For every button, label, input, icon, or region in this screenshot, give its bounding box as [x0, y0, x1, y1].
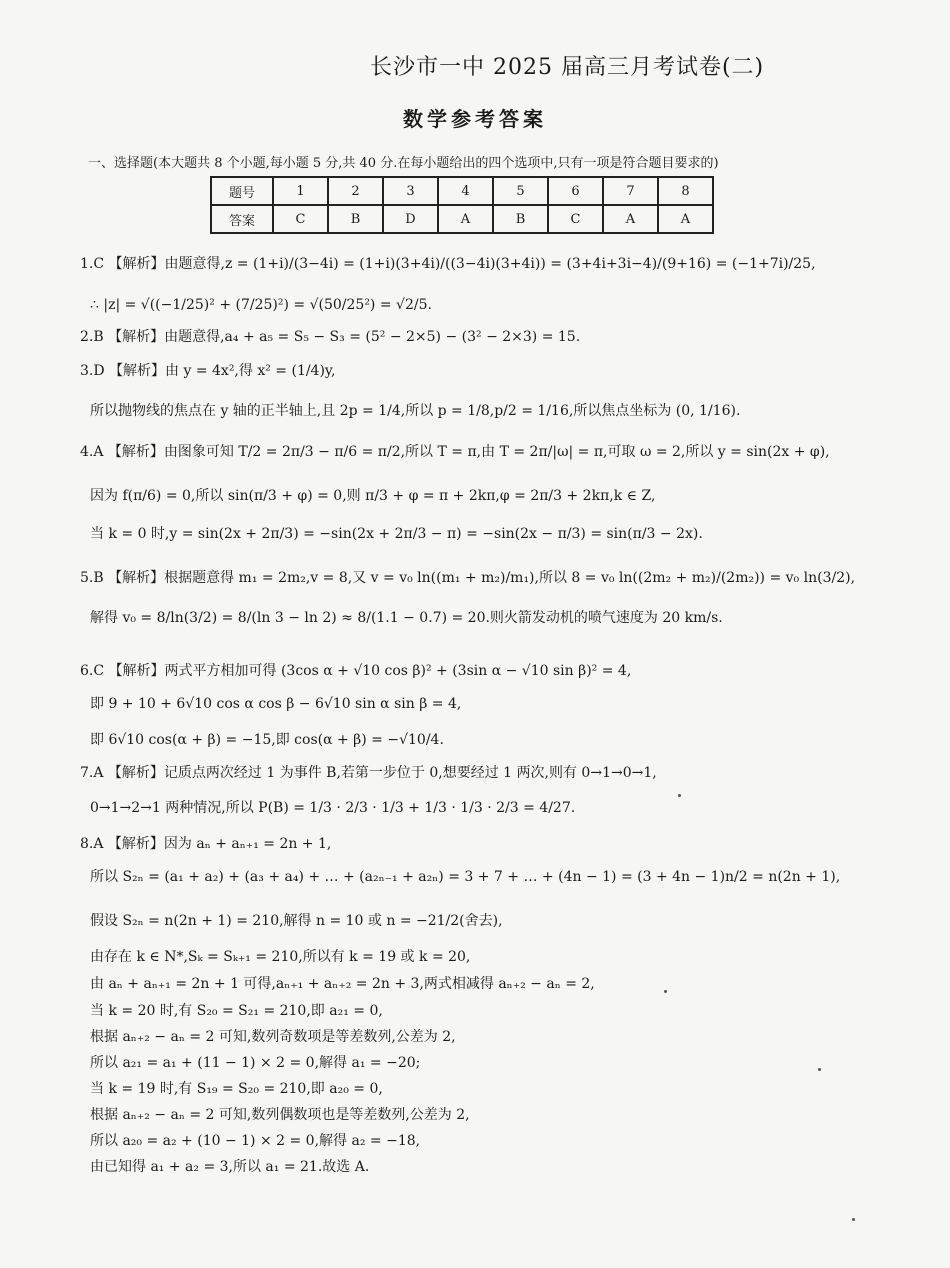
question-number: 2: [328, 177, 383, 205]
solution-line: 由存在 k ∈ N*,Sₖ = Sₖ₊₁ = 210,所以有 k = 19 或 k = 20,: [90, 949, 471, 965]
solution-line: 当 k = 19 时,有 S₁₉ = S₂₀ = 210,即 a₂₀ = 0,: [90, 1081, 383, 1097]
solution-line: 所以 a₂₀ = a₂ + (10 − 1) × 2 = 0,解得 a₂ = −18,: [90, 1133, 421, 1149]
table-row-numbers: [211, 177, 713, 205]
question-number: 3: [383, 177, 438, 205]
scan-speck: [678, 794, 681, 797]
document-title: 数学参考答案: [403, 107, 547, 131]
solution-line: 8.A 【解析】因为 aₙ + aₙ₊₁ = 2n + 1,: [80, 836, 332, 852]
question-number: 4: [438, 177, 493, 205]
solution-line: 当 k = 20 时,有 S₂₀ = S₂₁ = 210,即 a₂₁ = 0,: [90, 1003, 383, 1019]
question-number: 7: [603, 177, 658, 205]
solution-line: 5.B 【解析】根据题意得 m₁ = 2m₂,v = 8,又 v = v₀ ln((m₁ + m₂)/m₁),所以 8 = v₀ ln((2m₂ + m₂)/(2m₂)) = v₀ ln(3/2),: [80, 570, 856, 586]
answer-cell: C: [273, 205, 328, 233]
answer-table: [210, 176, 714, 234]
solution-line: 即 9 + 10 + 6√10 cos α cos β − 6√10 sin α sin β = 4,: [90, 696, 462, 712]
solution-line: 1.C 【解析】由题意得,z = (1+i)/(3−4i) = (1+i)(3+4i)/((3−4i)(3+4i)) = (3+4i+3i−4)/(9+16) = (−1+7i)/25,: [80, 256, 816, 272]
solution-line: 6.C 【解析】两式平方相加可得 (3cos α + √10 cos β)² + (3sin α − √10 sin β)² = 4,: [80, 663, 632, 679]
solution-line: 所以 S₂ₙ = (a₁ + a₂) + (a₃ + a₄) + … + (a₂ₙ₋₁ + a₂ₙ) = 3 + 7 + … + (4n − 1) = (3 + 4n − 1)n/2 = n(2n + 1),: [90, 869, 841, 885]
answer-cell: B: [328, 205, 383, 233]
row-label: 题号: [211, 177, 273, 205]
solution-line: 4.A 【解析】由图象可知 T/2 = 2π/3 − π/6 = π/2,所以 T = π,由 T = 2π/|ω| = π,可取 ω = 2,所以 y = sin(2x + φ),: [80, 444, 830, 460]
answer-cell: D: [383, 205, 438, 233]
section-heading: 一、选择题(本大题共 8 个小题,每小题 5 分,共 40 分.在每小题给出的四个选项中,只有一项是符合题目要求的): [88, 156, 719, 171]
solution-line: 所以抛物线的焦点在 y 轴的正半轴上,且 2p = 1/4,所以 p = 1/8,p/2 = 1/16,所以焦点坐标为 (0, 1/16).: [90, 403, 741, 419]
solution-line: 所以 a₂₁ = a₁ + (11 − 1) × 2 = 0,解得 a₁ = −20;: [90, 1055, 421, 1071]
table-row-answers: [211, 205, 713, 233]
solution-line: 根据 aₙ₊₂ − aₙ = 2 可知,数列奇数项是等差数列,公差为 2,: [90, 1029, 456, 1045]
solution-line: 当 k = 0 时,y = sin(2x + 2π/3) = −sin(2x + 2π/3 − π) = −sin(2x − π/3) = sin(π/3 − 2x).: [90, 526, 703, 542]
scan-speck: [818, 1068, 821, 1071]
answer-cell: A: [603, 205, 658, 233]
solution-line: 因为 f(π/6) = 0,所以 sin(π/3 + φ) = 0,则 π/3 + φ = π + 2kπ,φ = 2π/3 + 2kπ,k ∈ Z,: [90, 488, 656, 504]
solution-line: 解得 v₀ = 8/ln(3/2) = 8/(ln 3 − ln 2) ≈ 8/(1.1 − 0.7) = 20.则火箭发动机的喷气速度为 20 km/s.: [90, 610, 723, 626]
answer-cell: A: [658, 205, 713, 233]
solution-line: 7.A 【解析】记质点两次经过 1 为事件 B,若第一步位于 0,想要经过 1 两次,则有 0→1→0→1,: [80, 765, 657, 781]
solution-line: 3.D 【解析】由 y = 4x²,得 x² = (1/4)y,: [80, 363, 336, 379]
solution-line: 由已知得 a₁ + a₂ = 3,所以 a₁ = 21.故选 A.: [90, 1159, 370, 1175]
row-label: 答案: [211, 205, 273, 233]
answer-cell: A: [438, 205, 493, 233]
answer-cell: C: [548, 205, 603, 233]
scan-speck: [852, 1218, 855, 1221]
solution-line: 2.B 【解析】由题意得,a₄ + a₅ = S₅ − S₃ = (5² − 2×5) − (3² − 2×3) = 15.: [80, 329, 581, 345]
answer-cell: B: [493, 205, 548, 233]
scan-speck: [664, 990, 667, 993]
question-number: 5: [493, 177, 548, 205]
solution-line: 根据 aₙ₊₂ − aₙ = 2 可知,数列偶数项也是等差数列,公差为 2,: [90, 1107, 470, 1123]
exam-title: 长沙市一中 2025 届高三月考试卷(二): [370, 55, 765, 80]
question-number: 8: [658, 177, 713, 205]
solution-line: 即 6√10 cos(α + β) = −15,即 cos(α + β) = −√10/4.: [90, 732, 444, 748]
question-number: 6: [548, 177, 603, 205]
solution-line: 0→1→2→1 两种情况,所以 P(B) = 1/3 · 2/3 · 1/3 + 1/3 · 1/3 · 2/3 = 4/27.: [90, 800, 576, 816]
solution-line: 由 aₙ + aₙ₊₁ = 2n + 1 可得,aₙ₊₁ + aₙ₊₂ = 2n + 3,两式相减得 aₙ₊₂ − aₙ = 2,: [90, 976, 595, 992]
solution-line: ∴ |z| = √((−1/25)² + (7/25)²) = √(50/25²) = √2/5.: [90, 297, 432, 313]
question-number: 1: [273, 177, 328, 205]
solution-line: 假设 S₂ₙ = n(2n + 1) = 210,解得 n = 10 或 n = −21/2(舍去),: [90, 913, 503, 929]
